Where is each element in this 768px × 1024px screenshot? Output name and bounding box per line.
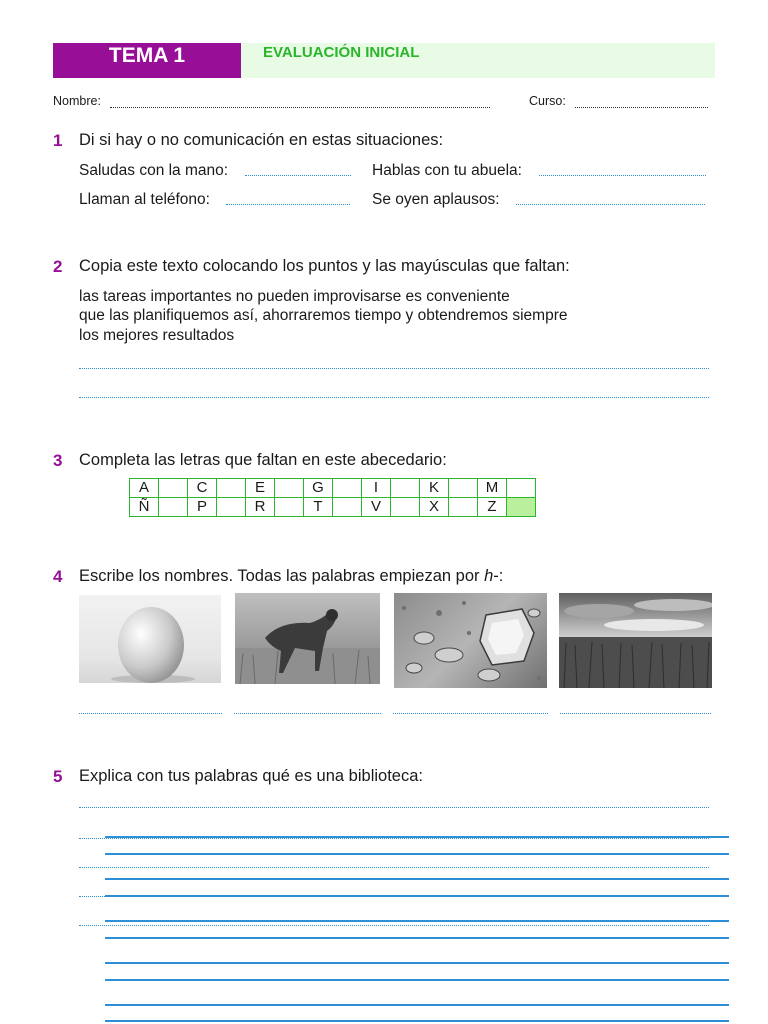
writing-line — [105, 1020, 729, 1022]
question-number-4: 4 — [53, 567, 63, 586]
ice-cube-photo — [394, 593, 547, 688]
alphabet-row — [130, 479, 536, 498]
q4-text-end: -: — [493, 567, 504, 585]
alphabet-blank-cell[interactable] — [217, 498, 246, 517]
alphabet-cell: Z — [478, 498, 507, 517]
question-number-2: 2 — [53, 257, 63, 276]
q1-item-label: Hablas con tu abuela: — [372, 162, 522, 179]
alphabet-blank-cell[interactable] — [159, 479, 188, 498]
alphabet-row — [130, 498, 536, 517]
alphabet-cell: V — [362, 498, 391, 517]
page-title: EVALUACIÓN INICIAL — [263, 44, 420, 61]
writing-line — [105, 878, 729, 880]
alphabet-cell: E — [246, 479, 275, 498]
alphabet-blank-cell[interactable] — [333, 498, 362, 517]
q2-answer-line[interactable] — [79, 397, 709, 398]
question-text-2: Copia este texto colocando los puntos y las mayúsculas que faltan: — [79, 257, 570, 275]
alphabet-blank-cell[interactable] — [275, 498, 304, 517]
q5-answer-line[interactable] — [79, 925, 709, 926]
hyena-photo — [235, 593, 380, 684]
alphabet-cell: Ñ — [130, 498, 159, 517]
writing-line — [105, 920, 729, 922]
alphabet-grid — [129, 478, 536, 517]
alphabet-cell: G — [304, 479, 333, 498]
q5-answer-line[interactable] — [79, 838, 709, 839]
alphabet-cell: C — [188, 479, 217, 498]
alphabet-blank-cell[interactable] — [391, 479, 420, 498]
alphabet-blank-cell[interactable] — [275, 479, 304, 498]
writing-line — [105, 962, 729, 964]
curso-label: Curso: — [529, 94, 566, 108]
q5-answer-line[interactable] — [79, 807, 709, 808]
tema-title: TEMA 1 — [108, 44, 186, 67]
question-number-1: 1 — [53, 131, 63, 150]
question-text-3: Completa las letras que faltan en este abecedario: — [79, 451, 447, 469]
alphabet-blank-cell[interactable] — [507, 498, 536, 517]
q2-text-line: que las planifiquemos así, ahorraremos tiempo y obtendremos siempre — [79, 307, 568, 324]
q4-text: Escribe los nombres. Todas las palabras empiezan por — [79, 567, 485, 585]
q1-answer-field[interactable] — [516, 194, 705, 205]
writing-line — [105, 836, 729, 838]
q4-answer-line[interactable] — [560, 713, 711, 714]
q2-answer-line[interactable] — [79, 368, 709, 369]
alphabet-cell: M — [478, 479, 507, 498]
alphabet-blank-cell[interactable] — [217, 479, 246, 498]
q2-text-line: las tareas importantes no pueden improvisarse es conveniente — [79, 288, 510, 305]
q1-answer-field[interactable] — [539, 165, 706, 176]
writing-line — [105, 1004, 729, 1006]
q4-answer-line[interactable] — [234, 713, 381, 714]
alphabet-cell: I — [362, 479, 391, 498]
q1-item-label: Saludas con la mano: — [79, 162, 229, 179]
q5-answer-line[interactable] — [79, 867, 709, 868]
curso-field[interactable] — [575, 97, 708, 108]
question-text-1: Di si hay o no comunicación en estas situaciones: — [79, 131, 444, 149]
question-text-5: Explica con tus palabras qué es una biblioteca: — [79, 767, 423, 785]
q4-answer-line[interactable] — [79, 713, 222, 714]
writing-line — [105, 853, 729, 855]
alphabet-cell: A — [130, 479, 159, 498]
writing-line — [105, 979, 729, 981]
question-number-5: 5 — [53, 767, 63, 786]
alphabet-blank-cell[interactable] — [333, 479, 362, 498]
alphabet-blank-cell[interactable] — [391, 498, 420, 517]
q1-item-label: Se oyen aplausos: — [372, 191, 500, 208]
alphabet-cell: R — [246, 498, 275, 517]
alphabet-cell: T — [304, 498, 333, 517]
q1-item-label: Llaman al teléfono: — [79, 191, 210, 208]
q4-letter: h — [484, 567, 494, 585]
question-text-4 — [79, 567, 503, 586]
writing-line — [105, 895, 729, 897]
alphabet-cell: P — [188, 498, 217, 517]
q1-answer-field[interactable] — [226, 194, 350, 205]
alphabet-blank-cell[interactable] — [159, 498, 188, 517]
alphabet-blank-cell[interactable] — [507, 479, 536, 498]
egg-photo — [79, 595, 221, 683]
nombre-label: Nombre: — [53, 94, 101, 108]
question-number-3: 3 — [53, 451, 63, 470]
q4-answer-line[interactable] — [393, 713, 548, 714]
nombre-field[interactable] — [110, 97, 490, 108]
alphabet-blank-cell[interactable] — [449, 498, 478, 517]
grass-field-photo — [559, 593, 712, 688]
q2-text-line: los mejores resultados — [79, 327, 235, 344]
alphabet-cell: X — [420, 498, 449, 517]
writing-line — [105, 937, 729, 939]
alphabet-cell: K — [420, 479, 449, 498]
alphabet-blank-cell[interactable] — [449, 479, 478, 498]
q1-answer-field[interactable] — [245, 165, 351, 176]
